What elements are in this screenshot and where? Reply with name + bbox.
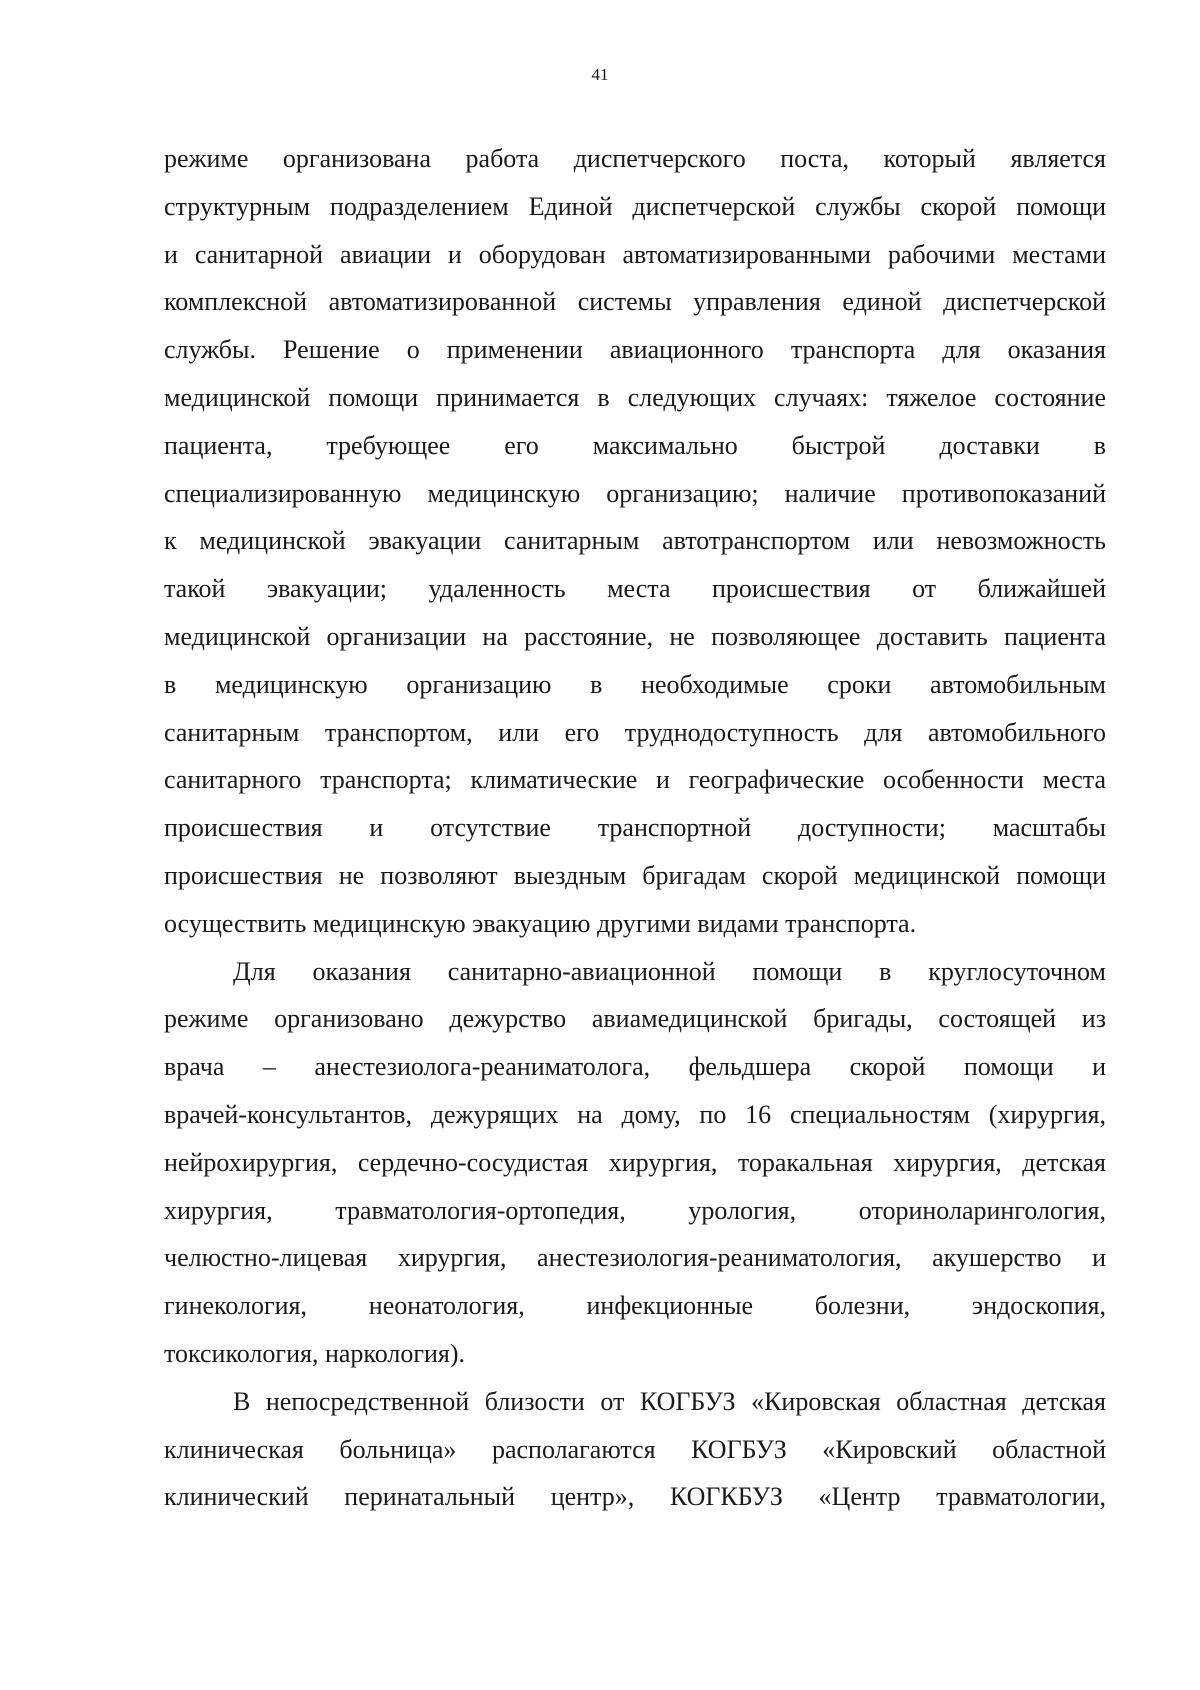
- text-line: в медицинскую организацию в необходимые сроки автомобильным: [164, 669, 1106, 699]
- text-line: В непосредственной близости от КОГБУЗ «Кировская областная детская: [233, 1386, 1106, 1416]
- text-line: и санитарной авиации и оборудован автоматизированными рабочими местами: [164, 239, 1106, 269]
- text-line: клиническая больница» располагаются КОГБУЗ «Кировский областной: [164, 1434, 1106, 1464]
- page-number: 41: [591, 65, 609, 84]
- text-line: службы. Решение о применении авиационного транспорта для оказания: [164, 335, 1106, 365]
- paragraph-1: [164, 135, 1106, 948]
- text-line: Для оказания санитарно-авиационной помощи в круглосуточном: [233, 956, 1106, 986]
- text-line: хирургия, травматология-ортопедия, урология, оториноларингология,: [164, 1195, 1106, 1225]
- text-line: пациента, требующее его максимально быстрой доставки в: [164, 430, 1106, 460]
- text-line: к медицинской эвакуации санитарным автотранспортом или невозможность: [164, 526, 1106, 556]
- text-line: комплексной автоматизированной системы управления единой диспетчерской: [164, 287, 1106, 317]
- text-line: происшествия и отсутствие транспортной доступности; масштабы: [164, 813, 1106, 843]
- text-line: нейрохирургия, сердечно-сосудистая хирургия, торакальная хирургия, детская: [164, 1147, 1106, 1177]
- text-line: режиме организовано дежурство авиамедицинской бригады, состоящей из: [164, 1004, 1106, 1034]
- text-line: медицинской помощи принимается в следующих случаях: тяжелое состояние: [164, 382, 1106, 412]
- paragraph-2: [164, 948, 1106, 1378]
- text-line: осуществить медицинскую эвакуацию другими видами транспорта.: [164, 908, 917, 938]
- text-line: врачей-консультантов, дежурящих на дому, по 16 специальностям (хирургия,: [164, 1099, 1106, 1129]
- text-line: медицинской организации на расстояние, не позволяющее доставить пациента: [164, 621, 1106, 651]
- text-line: специализированную медицинскую организацию; наличие противопоказаний: [164, 478, 1106, 508]
- body-text: [164, 135, 1106, 1521]
- text-line: токсикология, наркология).: [164, 1338, 466, 1368]
- text-line: челюстно-лицевая хирургия, анестезиология-реаниматология, акушерство и: [164, 1243, 1106, 1273]
- text-line: происшествия не позволяют выездным бригадам скорой медицинской помощи: [164, 860, 1106, 890]
- text-line: режиме организована работа диспетчерского поста, который является: [164, 144, 1106, 173]
- text-line: такой эвакуации; удаленность места происшествия от ближайшей: [164, 574, 1106, 604]
- text-line: структурным подразделением Единой диспетчерской службы скорой помощи: [164, 191, 1106, 221]
- paragraph-3: [164, 1378, 1106, 1521]
- text-line: санитарного транспорта; климатические и географические особенности места: [164, 765, 1106, 795]
- text-line: санитарным транспортом, или его труднодоступность для автомобильного: [164, 717, 1106, 747]
- text-line: гинекология, неонатология, инфекционные болезни, эндоскопия,: [164, 1291, 1106, 1321]
- text-line: врача – анестезиолога-реаниматолога, фельдшера скорой помощи и: [164, 1052, 1106, 1082]
- text-line: клинический перинатальный центр», КОГКБУЗ «Центр травматологии,: [164, 1482, 1106, 1512]
